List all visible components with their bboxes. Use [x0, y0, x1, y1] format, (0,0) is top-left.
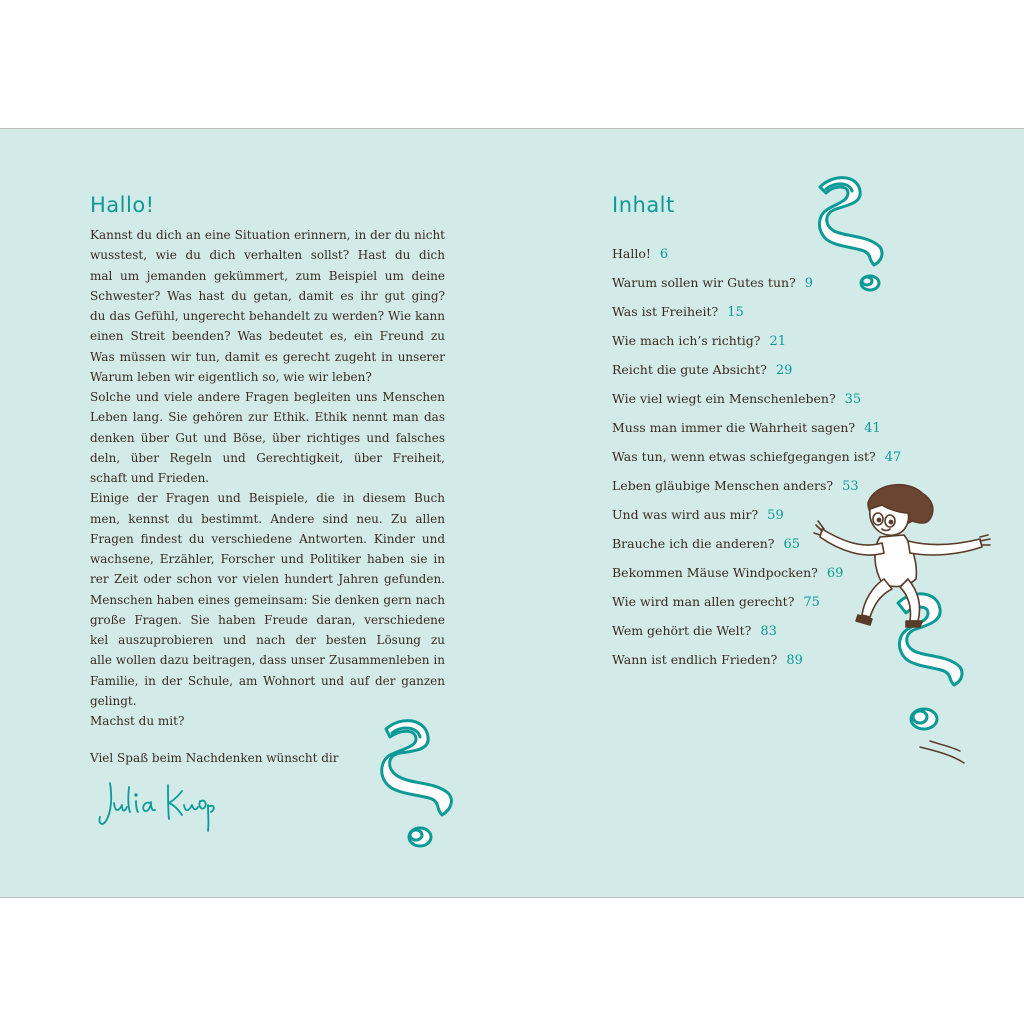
- toc-title: Muss man immer die Wahrheit sagen?: [612, 420, 856, 435]
- signature-mark: [96, 777, 216, 833]
- toc-page-number: 69: [826, 566, 844, 581]
- intro-line: Familie, in der Schule, am Wohnort und auf der ganzen: [90, 673, 445, 688]
- toc-page-number: 9: [804, 276, 814, 291]
- toc-title: Bekommen Mäuse Windpocken?: [612, 565, 818, 580]
- toc-page-number: 83: [760, 624, 777, 639]
- toc-title: Wie wird man allen gerecht?: [612, 594, 795, 609]
- intro-body: [90, 225, 445, 731]
- toc-page-number: 21: [769, 334, 787, 349]
- toc-page-number: 35: [844, 392, 862, 407]
- intro-line: wachsene, Erzähler, Forscher und Politiker haben sie in: [90, 552, 445, 566]
- intro-line: rer Zeit oder schon vor vielen hundert Jahren gefunden.: [90, 572, 445, 587]
- toc-title: Wem gehört die Welt?: [612, 623, 752, 638]
- toc-title: Was ist Freiheit?: [612, 304, 719, 319]
- book-spread: [0, 128, 1024, 898]
- toc-page-number: 29: [775, 363, 793, 378]
- closing-line: Viel Spaß beim Nachdenken wünscht dir: [90, 751, 339, 765]
- question-mark-icon: [812, 173, 892, 297]
- intro-line: kel auszuprobieren und nach der besten Lösung zu: [90, 633, 445, 647]
- intro-line: deln, über Regeln und Gerechtigkeit, über Freiheit,: [90, 450, 445, 465]
- intro-line: Warum leben wir eigentlich so, wie wir leben?: [90, 369, 372, 384]
- toc-page-number: 75: [803, 595, 820, 610]
- toc-title: Wie mach ich’s richtig?: [612, 333, 761, 348]
- intro-line: denken über Gut und Böse, über richtiges und falsches: [90, 430, 445, 445]
- toc-entry[interactable]: [612, 417, 912, 446]
- toc-page-number: 53: [842, 479, 859, 494]
- toc-title: Warum sollen wir Gutes tun?: [612, 275, 796, 290]
- child-figure-illustration: [812, 479, 994, 775]
- toc-title: Leben gläubige Menschen anders?: [612, 478, 834, 493]
- toc-title: Und was wird aus mir?: [612, 507, 759, 522]
- toc-title: Hallo!: [612, 246, 651, 261]
- toc-entry[interactable]: [612, 359, 912, 388]
- toc-heading: Inhalt: [612, 193, 675, 217]
- intro-line: schaft und Frieden.: [90, 471, 210, 485]
- toc-page-number: 15: [727, 305, 744, 320]
- intro-line: einen Streit beenden? Was bedeutet es, ein Freund zu: [90, 329, 445, 344]
- toc-title: Brauche ich die anderen?: [612, 536, 775, 551]
- intro-line: Leben lang. Sie gehören zur Ethik. Ethik nennt man das: [90, 410, 445, 425]
- toc-page-number: 65: [783, 537, 801, 552]
- intro-line: gelingt.: [90, 693, 137, 708]
- toc-entry[interactable]: [612, 388, 912, 417]
- toc-title: Reicht die gute Absicht?: [612, 362, 767, 377]
- intro-line: alle wollen dazu beitragen, dass unser Zusammenleben in: [90, 653, 445, 668]
- toc-entry[interactable]: [612, 446, 912, 475]
- intro-line: Machst du mit?: [90, 714, 185, 728]
- toc-title: Wann ist endlich Frieden?: [612, 652, 778, 667]
- toc-page-number: 47: [884, 450, 902, 465]
- intro-line: wusstest, wie du dich verhalten sollst? Hast du dich: [90, 248, 445, 263]
- toc-title: Wie viel wiegt ein Menschenleben?: [612, 391, 836, 406]
- toc-page-number: 59: [767, 508, 784, 523]
- intro-line: men, kennst du bestimmt. Andere sind neu. Zu allen: [90, 511, 445, 526]
- toc-entry[interactable]: [612, 301, 912, 330]
- intro-line: mal um jemanden gekümmert, zum Beispiel um deine: [90, 268, 445, 283]
- toc-page-number: 89: [786, 653, 803, 668]
- intro-line: Kannst du dich an eine Situation erinnern, in der du nicht: [90, 228, 445, 242]
- toc-entry[interactable]: [612, 330, 912, 359]
- toc-title: Was tun, wenn etwas schiefgegangen ist?: [612, 449, 876, 464]
- intro-line: Menschen haben eines gemeinsam: Sie denken gern nach: [90, 592, 445, 607]
- toc-page-number: 6: [659, 247, 669, 262]
- intro-line: Schwester? Was hast du getan, damit es ihr gut ging?: [90, 288, 445, 303]
- question-mark-icon: [376, 715, 460, 851]
- intro-line: Solche und viele andere Fragen begleiten uns Menschen: [90, 390, 445, 404]
- intro-line: du das Gefühl, ungerecht behandelt zu werden? Wie kann: [90, 309, 445, 323]
- intro-line: Was müssen wir tun, damit es gerecht zugeht in unserer: [90, 349, 445, 364]
- toc-page-number: 41: [864, 421, 881, 436]
- intro-line: große Fragen. Sie haben Freude daran, verschiedene: [90, 612, 445, 627]
- intro-line: Fragen findest du verschiedene Antworten. Kinder und: [90, 531, 445, 546]
- intro-line: Einige der Fragen und Beispiele, die in diesem Buch: [90, 491, 445, 506]
- intro-heading: Hallo!: [90, 193, 155, 217]
